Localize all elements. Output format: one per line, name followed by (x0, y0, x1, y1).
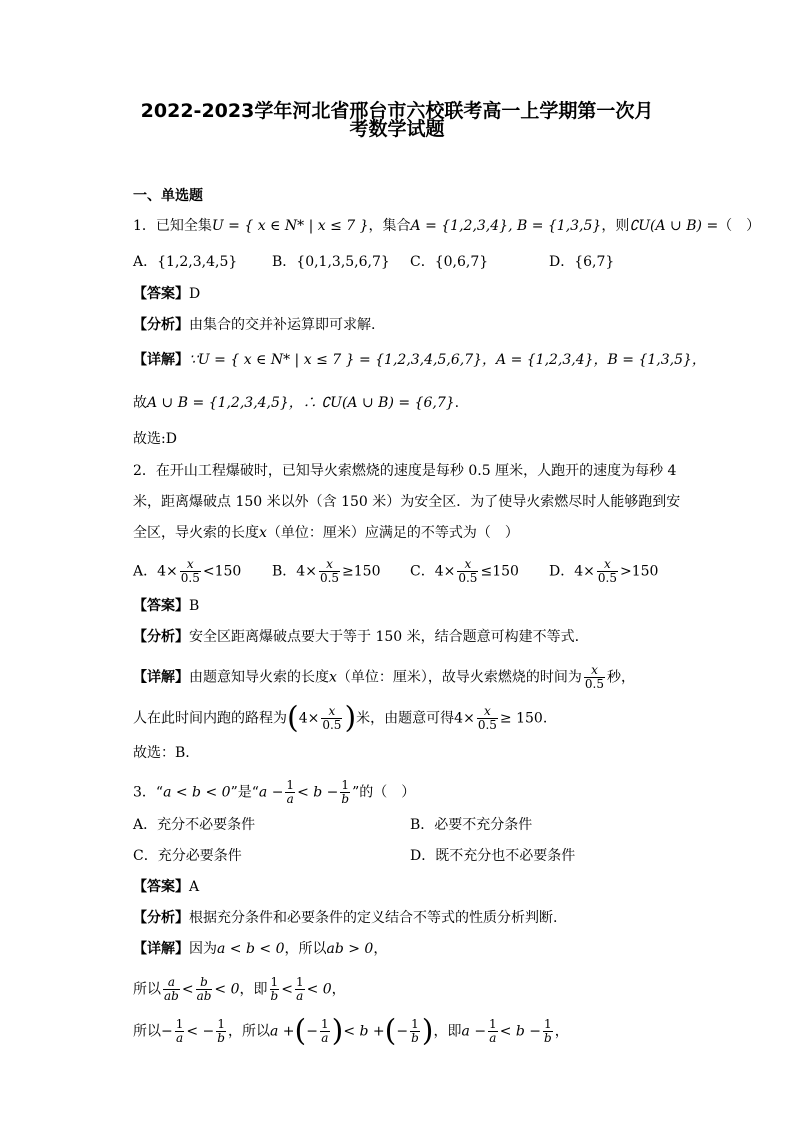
option-rhs: 150 (631, 563, 659, 580)
q1-detail-math2: ，A = {1,2,3,4}，B = {1,3,5}， (482, 352, 706, 368)
frac-num: x (477, 705, 498, 719)
option-text: 充分必要条件 (157, 848, 242, 864)
q1-option-b (272, 252, 390, 272)
option-label: B． (272, 563, 297, 580)
q3-mid: ”是“ (230, 784, 259, 801)
option-text: 必要不充分条件 (434, 817, 533, 833)
q3-l2-end2: < 0 (306, 981, 332, 998)
option-fraction (457, 558, 478, 585)
frac-den: 0.5 (458, 571, 478, 585)
q1-universal-set: U = { x ∈ N* | x ≤ 7 } (211, 218, 369, 234)
q2-detail-c: 秒， (607, 669, 635, 686)
analysis-text: 根据充分条件和必要条件的定义结合不等式的性质分析判断. (189, 910, 558, 926)
option-fraction (319, 558, 340, 585)
q3-l3-result-b: < b − (499, 1023, 542, 1040)
q3-l2-c: ， (331, 981, 346, 998)
q2-detail2-e: . (542, 710, 548, 727)
q3-l3-frac2 (216, 1018, 226, 1045)
frac-num: x (319, 558, 340, 572)
q2-conclusion: 故选：B. (133, 745, 190, 761)
left-paren: ( (384, 1013, 397, 1049)
q1-detail-math: ∵U = { x ∈ N* | x ≤ 7 } = {1,2,3,4,5,6,7} (189, 352, 483, 368)
frac-den: b (544, 1031, 552, 1045)
frac-den: b (217, 1031, 225, 1045)
doc-title-line2: 考数学试题 (349, 118, 445, 140)
q1-detail3-suffix: . (454, 395, 460, 411)
frac-den: 0.5 (597, 571, 617, 585)
q3-l3-c: ，即 (433, 1023, 462, 1040)
q3-l3-a: 所以 (133, 1023, 161, 1040)
q2-option-a (133, 558, 241, 585)
q2-option-b (272, 558, 381, 585)
frac-num: 1 (341, 778, 350, 792)
q3-suffix: ”的（ ） (352, 784, 416, 801)
q1-detail (133, 350, 706, 370)
q1-ask-prefix: ，则 (601, 218, 630, 234)
q3-prefix: 3．“ (133, 784, 164, 801)
q1-ask-suffix: （ ） (718, 218, 761, 234)
q2-detail (133, 664, 635, 691)
option-label: A． (133, 563, 158, 580)
q2-detail-b: （单位：厘米），故导火索燃烧的时间为 (336, 669, 582, 686)
q3-analysis (133, 908, 557, 928)
q3-option-a (133, 815, 255, 835)
option-text: 既不充分也不必要条件 (435, 848, 576, 864)
right-paren: ) (344, 700, 357, 736)
q1-prefix: 1．已知全集 (133, 218, 212, 234)
q3-option-b (410, 815, 532, 835)
q2-stem-line2: 米，距离爆破点 150 米以外（含 150 米）为安全区．为了使导火索燃尽时人能够跑到安 (133, 494, 681, 510)
option-label: B． (272, 254, 297, 270)
q2-line3-b: （单位：厘米）应满足的不等式为（ ） (266, 525, 519, 541)
frac-den: ab (196, 989, 212, 1003)
analysis-tag: 【分析】 (133, 910, 189, 926)
frac-num: 1 (217, 1017, 225, 1031)
q3-l3-frac5 (488, 1018, 498, 1045)
option-pre: 4× (434, 563, 456, 580)
q1-option-a (133, 252, 237, 272)
q3-l3-minus2: − (306, 1023, 318, 1040)
q3-l2-rel: < (181, 981, 194, 998)
frac-num: 1 (286, 778, 295, 792)
detail-tag: 【详解】 (133, 941, 189, 957)
option-text: {0,1,3,5,6,7} (296, 254, 390, 270)
answer-value: A (189, 879, 200, 895)
option-rhs: 150 (353, 563, 381, 580)
q2-answer (133, 596, 199, 616)
q1-ask-math: ∁U(A ∪ B) = (629, 218, 719, 234)
option-rel: ≤ (480, 563, 493, 580)
q3-l2-frac1 (163, 976, 180, 1003)
q2-detail2-c: 4× (454, 710, 475, 727)
option-pre: 4× (157, 563, 178, 580)
frac-num: 1 (175, 1017, 184, 1031)
q3-l2-a: 所以 (133, 981, 161, 998)
frac-den: b (341, 792, 350, 806)
q1-sets: A = {1,2,3,4}, B = {1,3,5} (410, 218, 602, 234)
right-paren: ) (421, 1013, 434, 1049)
option-label: D． (549, 563, 575, 580)
option-fraction (597, 558, 618, 585)
analysis-text: 安全区距离爆破点要大于等于 150 米，结合题意可构建不等式. (189, 629, 580, 645)
q3-c2-a: a − (258, 784, 284, 801)
q3-l3-b: ，所以 (227, 1023, 270, 1040)
frac-den: 0.5 (180, 571, 200, 585)
q2-stem-line3 (133, 523, 519, 543)
frac-num: 1 (270, 975, 279, 989)
q1-mid: ，集合 (368, 218, 411, 234)
q2-detail-x: x (329, 669, 337, 686)
frac-den: a (175, 1031, 184, 1045)
q2-option-c (410, 558, 519, 585)
left-paren: ( (287, 700, 299, 736)
q1-conclusion: 故选:D (133, 431, 177, 447)
q3-stem (133, 779, 415, 806)
q3-l2-frac4 (295, 976, 305, 1003)
frac-den: a (321, 1031, 329, 1045)
option-text: {1,2,3,4,5} (157, 254, 238, 270)
q2-detail2-in: 4× (298, 710, 320, 727)
q1-detail3-prefix: 故 (133, 395, 147, 411)
frac-num: a (163, 976, 180, 990)
frac-num: 1 (295, 975, 304, 989)
q3-detail-2 (133, 976, 346, 1003)
analysis-tag: 【分析】 (133, 629, 189, 645)
q1-option-c (410, 252, 488, 272)
frac-num: x (584, 664, 605, 678)
option-label: D． (410, 848, 436, 864)
detail-tag: 【详解】 (133, 352, 189, 368)
option-label: B． (410, 817, 435, 833)
q3-detail1-m1: a < b < 0 (217, 941, 285, 957)
answer-tag: 【答案】 (133, 286, 189, 302)
q3-l3-result-a: a − (461, 1023, 487, 1040)
q2-detail-fraction (584, 664, 605, 691)
frac-num: 1 (489, 1017, 497, 1031)
q3-c2-b: < b − (297, 784, 339, 801)
q3-detail (133, 939, 387, 959)
option-label: A． (133, 254, 158, 270)
answer-tag: 【答案】 (133, 879, 189, 895)
q2-stem-line1: 2．在开山工程爆破时，已知导火索燃烧的速度是每秒 0.5 厘米，人跑开的速度为每秒 4 (133, 463, 677, 479)
frac-den: 0.5 (322, 718, 342, 732)
q3-l3-frac6 (543, 1018, 553, 1045)
frac-den: a (296, 989, 304, 1003)
q2-detail2-b: 米，由题意可得 (356, 710, 455, 727)
doc-title-line1: 2022-2023学年河北省邢台市六校联考高一上学期第一次月 (140, 100, 654, 122)
q3-l3-plus-b: < b + (343, 1023, 385, 1040)
q3-detail1-b: ，所以 (284, 941, 327, 957)
detail-tag: 【详解】 (133, 669, 189, 686)
q3-detail-3 (133, 1013, 569, 1049)
analysis-tag: 【分析】 (133, 317, 189, 333)
q2-detail2-fraction (321, 705, 342, 732)
q1-detail-2 (133, 393, 459, 413)
q3-l3-frac1 (175, 1018, 185, 1045)
q1-stem (133, 216, 760, 236)
q3-detail1-a: 因为 (189, 941, 217, 957)
frac-den: a (286, 792, 294, 806)
q3-l3-frac4 (410, 1018, 420, 1045)
option-text: {6,7} (574, 254, 615, 270)
option-label: C． (410, 563, 435, 580)
q1-option-d (549, 252, 614, 272)
frac-num: x (457, 558, 478, 572)
option-rhs: 150 (214, 563, 242, 580)
q3-l2-rel2: < (281, 981, 293, 998)
q2-detail-a: 由题意知导火索的长度 (189, 669, 329, 686)
q3-l3-plus-a: a + (269, 1023, 295, 1040)
answer-tag: 【答案】 (133, 598, 189, 614)
option-text: 充分不必要条件 (157, 817, 256, 833)
q2-variable: x (259, 525, 267, 541)
option-fraction (180, 558, 201, 585)
q2-line3-a: 全区，导火索的长度 (133, 525, 259, 541)
q3-l2-frac3 (270, 976, 280, 1003)
frac-num: 1 (320, 1017, 329, 1031)
frac-den: a (489, 1031, 497, 1045)
analysis-text: 由集合的交并补运算即可求解. (189, 317, 376, 333)
option-pre: 4× (296, 563, 317, 580)
frac-num: x (180, 558, 201, 572)
section-heading: 一、单选题 (133, 188, 203, 204)
q3-l2-frac2 (196, 976, 213, 1003)
q2-detail-2 (133, 700, 548, 736)
q3-detail1-c: ， (373, 941, 388, 957)
right-paren: ) (331, 1013, 344, 1049)
q3-l2-b: ，即 (239, 981, 268, 998)
q3-l3-rel: < − (186, 1023, 215, 1040)
q3-frac-a (285, 779, 295, 806)
option-rhs: 150 (492, 563, 519, 580)
q3-l3-minus: − (161, 1023, 173, 1040)
option-rel: ≥ (342, 563, 354, 580)
q2-analysis (133, 627, 579, 647)
q3-frac-b (340, 779, 350, 806)
answer-value: B (189, 598, 200, 614)
q3-l3-minus3: − (396, 1023, 409, 1040)
frac-num: b (196, 976, 213, 990)
left-paren: ( (294, 1013, 307, 1049)
option-label: D． (549, 254, 575, 270)
q3-l3-d: ， (554, 1023, 569, 1040)
q2-option-d (549, 558, 658, 585)
answer-value: D (189, 286, 201, 302)
q3-l3-frac3 (320, 1018, 330, 1045)
q3-detail1-m2: ab > 0 (326, 941, 374, 957)
q2-detail2-d: ≥ 150 (499, 710, 543, 727)
frac-num: x (321, 705, 342, 719)
q3-condition1: a < b < 0 (163, 784, 231, 801)
q1-detail3-math: A ∪ B = {1,2,3,4,5}，∴ ∁U(A ∪ B) = {6,7} (147, 395, 455, 411)
option-text: {0,6,7} (434, 254, 489, 270)
option-rel: < (202, 563, 215, 580)
option-label: C． (133, 848, 158, 864)
frac-den: b (411, 1031, 419, 1045)
frac-den: b (270, 989, 279, 1003)
q3-l2-end: < 0 (214, 981, 240, 998)
option-label: A． (133, 817, 158, 833)
frac-den: 0.5 (319, 571, 340, 585)
option-rel: > (619, 563, 632, 580)
frac-den: ab (164, 989, 179, 1003)
q1-answer (133, 284, 200, 304)
q3-answer (133, 877, 199, 897)
frac-den: 0.5 (584, 677, 604, 691)
q1-analysis (133, 315, 375, 335)
option-label: C． (410, 254, 435, 270)
frac-den: 0.5 (477, 718, 497, 732)
frac-num: 1 (411, 1017, 419, 1031)
q3-option-d (410, 846, 575, 866)
q2-detail2-a: 人在此时间内跑的路程为 (133, 710, 287, 727)
frac-num: 1 (544, 1017, 552, 1031)
option-pre: 4× (574, 563, 595, 580)
q3-option-c (133, 846, 242, 866)
frac-num: x (597, 558, 618, 572)
q2-detail2-fraction2 (477, 705, 498, 732)
